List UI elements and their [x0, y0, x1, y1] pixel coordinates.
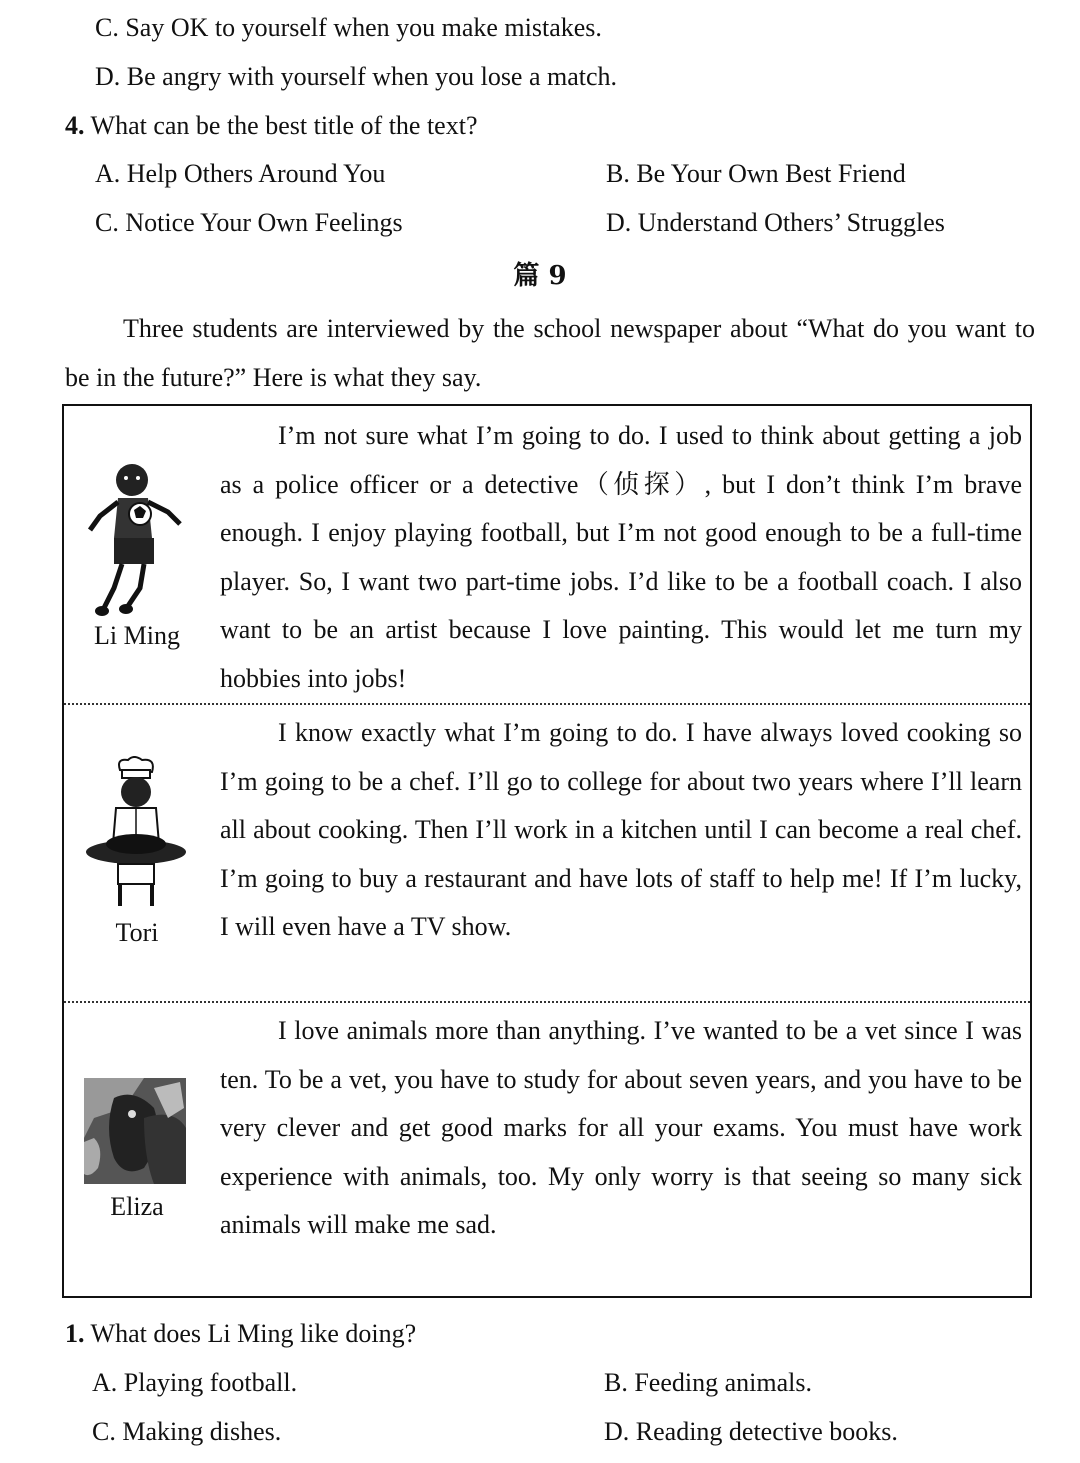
football-boy-illustration: [82, 458, 192, 618]
student-statement: I know exactly what I’m going to do. I have always loved cooking so I’m going to be a chef. I’ll go to college for about two years where I’ll learn all about cooking. Then I’ll work in a kitchen until I can become a real chef. I’m going to buy a restaurant and have lots of staff to help me! If I’m lucky, I will even have a TV show.: [220, 718, 1022, 941]
student-name: Li Ming: [94, 621, 180, 650]
student-panel-eliza: [64, 1002, 1030, 1298]
question-stem: What can be the best title of the text?: [90, 111, 478, 140]
intro-paragraph: Three students are interviewed by the school newspaper about “What do you want to be in the future?” Here is what they say.: [65, 314, 1035, 392]
question-number: 4.: [65, 111, 85, 140]
q1-option-b: B. Feeding animals.: [604, 1368, 812, 1397]
student-name: Eliza: [110, 1192, 164, 1221]
option-c: C. Say OK to yourself when you make mistakes.: [95, 13, 602, 42]
student-panel-tori: [64, 704, 1030, 1000]
q4-option-a: A. Help Others Around You: [95, 159, 386, 188]
option-d: D. Be angry with yourself when you lose a match.: [95, 62, 618, 91]
q4-option-b: B. Be Your Own Best Friend: [606, 159, 906, 188]
question-number: 1.: [65, 1319, 85, 1348]
q1-option-d: D. Reading detective books.: [604, 1417, 898, 1446]
student-name: Tori: [115, 918, 159, 947]
q1-option-c: C. Making dishes.: [92, 1417, 282, 1446]
q4-option-d: D. Understand Others’ Struggles: [606, 208, 945, 237]
question-stem: What does Li Ming like doing?: [90, 1319, 417, 1348]
girl-with-dog-photo: [84, 1078, 186, 1184]
student-statement: I love animals more than anything. I’ve wanted to be a vet since I was ten. To be a vet, you have to study for about seven years, and you have to be very clever and get good marks for all your exams. You must have work experience with animals, too. My only worry is that seeing so many sick animals will make me sad.: [220, 1016, 1022, 1239]
question-4: [65, 110, 477, 142]
student-statement: I’m not sure what I’m going to do. I used to think about getting a job as a police officer or a detective（侦探）, but I don’t think I’m brave enough. I enjoy playing football, but I’m not good enough to be a full-time player. So, I want two part-time jobs. I’d like to be a football coach. I also want to be an artist because I love painting. This would let me turn my hobbies into jobs!: [220, 421, 1022, 693]
interview-box: [62, 404, 1032, 1298]
student-panel-li-ming: [64, 406, 1030, 703]
q1-option-a: A. Playing football.: [92, 1368, 298, 1397]
q4-option-c: C. Notice Your Own Feelings: [95, 208, 403, 237]
section-title: 篇 9: [513, 261, 567, 291]
chef-girl-illustration: [82, 756, 192, 916]
question-1: [65, 1318, 416, 1350]
